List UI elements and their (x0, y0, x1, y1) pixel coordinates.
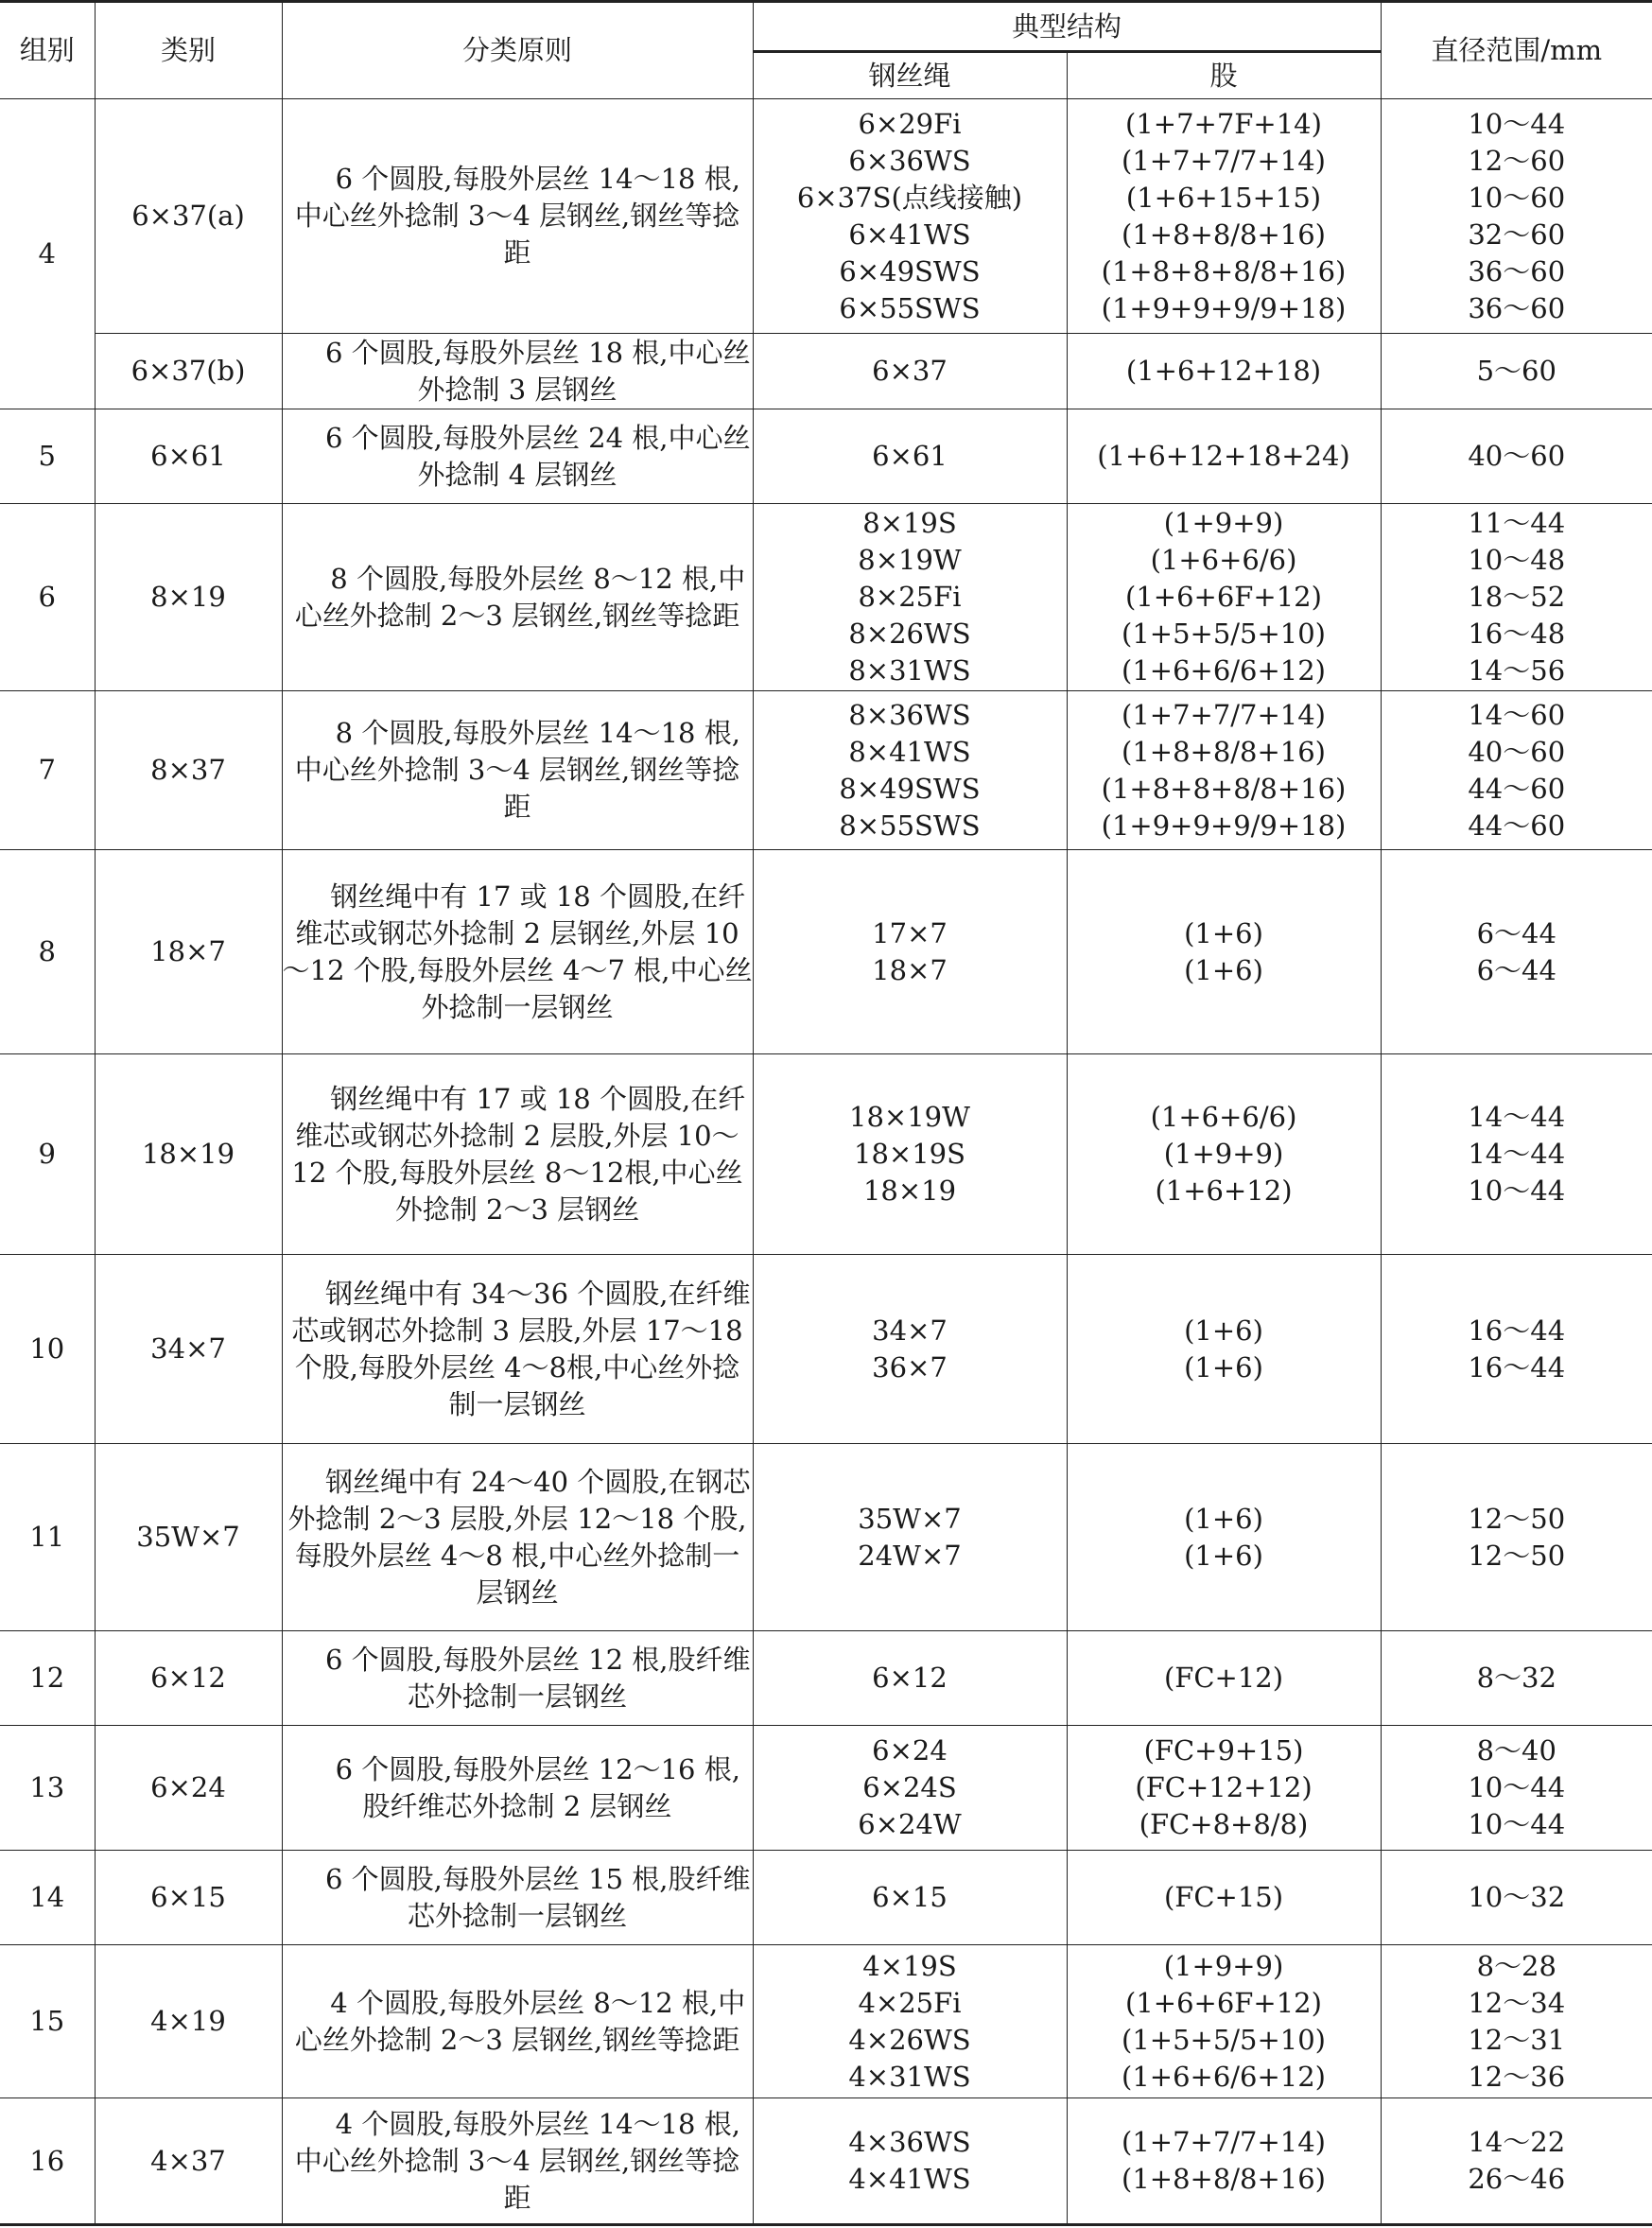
header-group: 组别 (0, 2, 95, 99)
strand-structure-cell-line: (1+6) (1184, 1502, 1263, 1535)
principle-cell (282, 1851, 753, 1945)
diameter-range-cell-line: 14～60 (1468, 698, 1566, 731)
strand-structure-cell (1067, 2098, 1381, 2225)
rope-structure-cell (753, 1255, 1067, 1444)
category-cell: 4×19 (95, 1945, 282, 2098)
diameter-range-cell (1381, 409, 1652, 504)
principle-text: 钢丝绳中有 24～40 个圆股,在钢芯外捻制 2～3 层股,外层 12～18 个股,每股外层丝 4～8 根,中心丝外捻制一层钢丝 (287, 1465, 751, 1609)
category-cell: 6×37(a) (95, 99, 282, 334)
category-cell: 35W×7 (95, 1444, 282, 1631)
group-cell: 14 (0, 1851, 95, 1945)
group-cell: 6 (0, 504, 95, 691)
strand-structure-cell-line: (1+6+6/6) (1150, 544, 1297, 576)
strand-structure-cell-line: (1+9+9) (1163, 1949, 1284, 1982)
rope-structure-cell-line: 4×31WS (848, 2060, 971, 2093)
strand-structure-cell (1067, 409, 1381, 504)
strand-structure-cell-line: (1+7+7F+14) (1125, 107, 1322, 140)
category-cell: 8×37 (95, 691, 282, 850)
diameter-range-cell-line: 6～44 (1476, 953, 1556, 986)
diameter-range-cell-line: 11～44 (1468, 507, 1566, 539)
diameter-range-cell-line: 10～44 (1468, 1771, 1566, 1803)
group-cell: 12 (0, 1631, 95, 1726)
category-cell: 6×15 (95, 1851, 282, 1945)
strand-structure-cell-line: (FC+8+8/8) (1139, 1808, 1309, 1840)
principle-text: 6 个圆股,每股外层丝 15 根,股纤维芯外捻制一层钢丝 (325, 1862, 751, 1932)
table-row (0, 2098, 1652, 2225)
diameter-range-cell-line: 10～60 (1468, 181, 1566, 214)
table-row (0, 99, 1652, 334)
diameter-range-cell-line: 16～44 (1468, 1314, 1566, 1347)
table-row (0, 1631, 1652, 1726)
strand-structure-cell (1067, 850, 1381, 1054)
rope-structure-cell (753, 1631, 1067, 1726)
principle-cell (282, 1054, 753, 1255)
diameter-range-cell-line: 10～48 (1468, 544, 1566, 576)
rope-structure-cell-line: 18×19S (854, 1138, 965, 1170)
rope-structure-cell-line: 8×31WS (848, 654, 971, 687)
category-cell: 4×37 (95, 2098, 282, 2225)
rope-structure-cell-line: 8×41WS (848, 735, 971, 768)
principle-cell (282, 1631, 753, 1726)
strand-structure-cell-line: (1+5+5/5+10) (1122, 2023, 1326, 2056)
table-row (0, 1054, 1652, 1255)
diameter-range-cell-line: 26～46 (1468, 2163, 1566, 2195)
diameter-range-cell-line: 12～31 (1468, 2023, 1566, 2056)
diameter-range-cell (1381, 1054, 1652, 1255)
rope-structure-cell-line: 8×19W (858, 544, 962, 576)
rope-structure-cell-line: 6×36WS (848, 144, 971, 177)
group-cell: 15 (0, 1945, 95, 2098)
rope-structure-cell-line: 34×7 (872, 1314, 948, 1347)
group-cell: 13 (0, 1726, 95, 1851)
strand-structure-cell (1067, 334, 1381, 409)
group-cell: 5 (0, 409, 95, 504)
principle-cell (282, 504, 753, 691)
table-row (0, 850, 1652, 1054)
diameter-range-cell (1381, 99, 1652, 334)
rope-structure-cell-line: 6×24S (862, 1771, 957, 1803)
category-cell: 8×19 (95, 504, 282, 691)
strand-structure-cell-line: (1+8+8+8/8+16) (1101, 254, 1347, 287)
diameter-range-cell (1381, 1726, 1652, 1851)
diameter-range-cell (1381, 1851, 1652, 1945)
rope-structure-cell-line: 24W×7 (858, 1539, 962, 1572)
strand-structure-cell-line: (1+6+15+15) (1125, 181, 1322, 214)
strand-structure-cell-line: (1+6+12+18+24) (1097, 440, 1350, 472)
category-cell: 34×7 (95, 1255, 282, 1444)
rope-structure-cell (753, 691, 1067, 850)
strand-structure-cell-line: (1+6) (1184, 1314, 1263, 1347)
diameter-range-cell-line: 8～28 (1476, 1949, 1556, 1982)
rope-structure-cell (753, 2098, 1067, 2225)
header-strand: 股 (1067, 52, 1381, 99)
principle-cell (282, 1255, 753, 1444)
strand-structure-cell-line: (1+6) (1184, 953, 1263, 986)
diameter-range-cell-line: 10～44 (1468, 1808, 1566, 1840)
strand-structure-cell-line: (FC+15) (1163, 1881, 1284, 1913)
diameter-range-cell-line: 32～60 (1468, 218, 1566, 251)
principle-text: 6 个圆股,每股外层丝 18 根,中心丝外捻制 3 层钢丝 (325, 336, 751, 406)
rope-structure-cell-line: 18×7 (872, 953, 948, 986)
principle-text: 钢丝绳中有 34～36 个圆股,在纤维芯或钢芯外捻制 3 层股,外层 17～18 个股,每股外层丝 4～8根,中心丝外捻制一层钢丝 (291, 1277, 751, 1420)
strand-structure-cell (1067, 504, 1381, 691)
strand-structure-cell-line: (1+6+6/6+12) (1122, 2060, 1326, 2093)
rope-structure-cell (753, 99, 1067, 334)
principle-cell (282, 850, 753, 1054)
rope-structure-cell-line: 4×25Fi (858, 1986, 962, 2019)
table-row (0, 691, 1652, 850)
diameter-range-cell (1381, 2098, 1652, 2225)
principle-text: 4 个圆股,每股外层丝 8～12 根,中心丝外捻制 2～3 层钢丝,钢丝等捻距 (294, 1986, 746, 2056)
rope-structure-cell-line: 36×7 (872, 1350, 948, 1384)
principle-cell (282, 99, 753, 334)
rope-structure-cell (753, 504, 1067, 691)
principle-text: 6 个圆股,每股外层丝 24 根,中心丝外捻制 4 层钢丝 (325, 421, 751, 491)
table-row (0, 1726, 1652, 1851)
principle-text: 8 个圆股,每股外层丝 8～12 根,中心丝外捻制 2～3 层钢丝,钢丝等捻距 (294, 562, 746, 632)
principle-text: 6 个圆股,每股外层丝 12 根,股纤维芯外捻制一层钢丝 (325, 1643, 751, 1713)
strand-structure-cell-line: (1+8+8/8+16) (1122, 735, 1326, 768)
strand-structure-cell-line: (FC+12+12) (1135, 1771, 1313, 1803)
rope-structure-cell-line: 6×49SWS (839, 254, 981, 287)
rope-structure-cell-line: 6×37S(点线接触) (796, 181, 1023, 214)
category-cell: 6×24 (95, 1726, 282, 1851)
rope-structure-cell-line: 8×19S (862, 507, 957, 539)
principle-text: 8 个圆股,每股外层丝 14～18 根,中心丝外捻制 3～4 层钢丝,钢丝等捻距 (294, 717, 740, 823)
strand-structure-cell-line: (1+9+9) (1163, 1138, 1284, 1170)
table-row (0, 334, 1652, 409)
strand-structure-cell (1067, 1631, 1381, 1726)
diameter-range-cell (1381, 850, 1652, 1054)
strand-structure-cell-line: (1+6+12+18) (1125, 355, 1322, 387)
principle-cell (282, 1945, 753, 2098)
strand-structure-cell-line: (1+9+9+9/9+18) (1101, 809, 1347, 842)
rope-structure-cell-line: 6×15 (872, 1881, 948, 1913)
diameter-range-cell-line: 40～60 (1468, 735, 1566, 768)
diameter-range-cell-line: 12～60 (1468, 144, 1566, 177)
strand-structure-cell-line: (1+7+7/7+14) (1122, 698, 1326, 731)
strand-structure-cell-line: (1+6+6/6+12) (1122, 654, 1326, 687)
rope-structure-cell-line: 35W×7 (858, 1502, 962, 1535)
rope-structure-cell-line: 17×7 (872, 916, 948, 949)
header-category: 类别 (95, 2, 282, 99)
strand-structure-cell-line: (FC+12) (1163, 1662, 1284, 1694)
strand-structure-cell-line: (1+6+12) (1155, 1175, 1293, 1207)
diameter-range-cell-line: 6～44 (1476, 916, 1556, 949)
category-cell: 18×7 (95, 850, 282, 1054)
rope-structure-cell-line: 6×12 (872, 1662, 948, 1694)
diameter-range-cell-line: 8～40 (1476, 1734, 1556, 1767)
diameter-range-cell-line: 16～44 (1468, 1350, 1566, 1384)
group-cell: 7 (0, 691, 95, 850)
rope-structure-cell-line: 4×41WS (848, 2163, 971, 2195)
strand-structure-cell (1067, 1054, 1381, 1255)
diameter-range-cell (1381, 691, 1652, 850)
category-cell: 18×19 (95, 1054, 282, 1255)
principle-text: 6 个圆股,每股外层丝 14～18 根,中心丝外捻制 3～4 层钢丝,钢丝等捻距 (294, 163, 740, 269)
strand-structure-cell-line: (1+7+7/7+14) (1122, 144, 1326, 177)
group-cell: 4 (0, 99, 95, 409)
rope-structure-cell-line: 18×19W (849, 1101, 970, 1133)
table-row (0, 409, 1652, 504)
rope-structure-cell-line: 6×37 (872, 355, 948, 387)
strand-structure-cell (1067, 1444, 1381, 1631)
diameter-range-cell-line: 14～44 (1468, 1138, 1566, 1170)
principle-cell (282, 691, 753, 850)
table-row (0, 1851, 1652, 1945)
principle-text: 钢丝绳中有 17 或 18 个圆股,在纤维芯或钢芯外捻制 2 层股,外层 10～12 个股,每股外层丝 8～12根,中心丝外捻制 2～3 层钢丝 (291, 1082, 746, 1226)
diameter-range-cell-line: 12～50 (1468, 1539, 1566, 1572)
rope-structure-cell-line: 8×26WS (848, 618, 971, 650)
strand-structure-cell-line: (1+6+6F+12) (1125, 581, 1322, 613)
diameter-range-cell-line: 16～48 (1468, 618, 1566, 650)
strand-structure-cell (1067, 99, 1381, 334)
rope-structure-cell-line: 8×25Fi (858, 581, 962, 613)
diameter-range-cell-line: 12～36 (1468, 2060, 1566, 2093)
rope-structure-cell-line: 8×55SWS (839, 809, 981, 842)
header-typical-structure: 典型结构 (753, 2, 1381, 52)
diameter-range-cell-line: 5～60 (1476, 355, 1556, 387)
rope-structure-cell-line: 8×49SWS (839, 772, 981, 805)
rope-structure-cell (753, 1726, 1067, 1851)
group-cell: 10 (0, 1255, 95, 1444)
diameter-range-cell (1381, 1945, 1652, 2098)
strand-structure-cell-line: (1+6) (1184, 916, 1263, 949)
principle-cell (282, 1444, 753, 1631)
principle-text: 4 个圆股,每股外层丝 14～18 根,中心丝外捻制 3～4 层钢丝,钢丝等捻距 (294, 2107, 740, 2214)
diameter-range-cell-line: 12～34 (1468, 1986, 1566, 2019)
diameter-range-cell (1381, 1255, 1652, 1444)
table-row (0, 1945, 1652, 2098)
strand-structure-cell-line: (1+6) (1184, 1350, 1263, 1384)
category-cell: 6×61 (95, 409, 282, 504)
header-principle: 分类原则 (282, 2, 753, 99)
diameter-range-cell-line: 10～32 (1468, 1881, 1566, 1913)
rope-structure-cell-line: 4×26WS (848, 2023, 971, 2056)
diameter-range-cell-line: 18～52 (1468, 581, 1566, 613)
principle-cell (282, 409, 753, 504)
strand-structure-cell-line: (1+6+6F+12) (1125, 1986, 1322, 2019)
diameter-range-cell-line: 44～60 (1468, 772, 1566, 805)
principle-cell (282, 334, 753, 409)
strand-structure-cell (1067, 1945, 1381, 2098)
diameter-range-cell-line: 44～60 (1468, 809, 1566, 842)
principle-text: 6 个圆股,每股外层丝 12～16 根,股纤维芯外捻制 2 层钢丝 (335, 1752, 740, 1822)
strand-structure-cell-line: (1+8+8/8+16) (1122, 2163, 1326, 2195)
diameter-range-cell-line: 10～44 (1468, 1175, 1566, 1207)
diameter-range-cell-line: 36～60 (1468, 291, 1566, 324)
strand-structure-cell-line: (FC+9+15) (1143, 1734, 1304, 1767)
diameter-range-cell (1381, 1444, 1652, 1631)
strand-structure-cell (1067, 1851, 1381, 1945)
table-row (0, 504, 1652, 691)
diameter-range-cell (1381, 334, 1652, 409)
group-cell: 9 (0, 1054, 95, 1255)
principle-text: 钢丝绳中有 17 或 18 个圆股,在纤维芯或钢芯外捻制 2 层钢丝,外层 10～12 个股,每股外层丝 4～7 根,中心丝外捻制一层钢丝 (282, 879, 753, 1023)
group-cell: 16 (0, 2098, 95, 2225)
principle-cell (282, 2098, 753, 2225)
diameter-range-cell (1381, 1631, 1652, 1726)
rope-structure-cell (753, 1444, 1067, 1631)
table-body (0, 99, 1652, 2225)
diameter-range-cell-line: 14～56 (1468, 654, 1566, 687)
rope-structure-cell-line: 6×41WS (848, 218, 971, 251)
strand-structure-cell-line: (1+7+7/7+14) (1122, 2126, 1326, 2158)
strand-structure-cell-line: (1+8+8/8+16) (1122, 218, 1326, 251)
rope-structure-cell-line: 18×19 (862, 1175, 957, 1207)
diameter-range-cell-line: 12～50 (1468, 1502, 1566, 1535)
strand-structure-cell-line: (1+8+8+8/8+16) (1101, 772, 1347, 805)
rope-structure-cell-line: 4×19S (862, 1949, 957, 1982)
diameter-range-cell-line: 14～22 (1468, 2126, 1566, 2158)
strand-structure-cell (1067, 1255, 1381, 1444)
rope-structure-cell (753, 1851, 1067, 1945)
strand-structure-cell (1067, 1726, 1381, 1851)
header-diameter-range: 直径范围/mm (1381, 2, 1652, 99)
rope-structure-cell-line: 6×24W (858, 1808, 962, 1840)
strand-structure-cell-line: (1+9+9+9/9+18) (1101, 291, 1347, 324)
strand-structure-cell-line: (1+9+9) (1163, 507, 1284, 539)
diameter-range-cell-line: 10～44 (1468, 107, 1566, 140)
strand-structure-cell-line: (1+6+6/6) (1150, 1101, 1297, 1133)
principle-cell (282, 1726, 753, 1851)
diameter-range-cell (1381, 504, 1652, 691)
diameter-range-cell-line: 14～44 (1468, 1101, 1566, 1133)
group-cell: 8 (0, 850, 95, 1054)
strand-structure-cell-line: (1+5+5/5+10) (1122, 618, 1326, 650)
rope-structure-cell (753, 409, 1067, 504)
category-cell: 6×37(b) (95, 334, 282, 409)
category-cell: 6×12 (95, 1631, 282, 1726)
rope-structure-cell-line: 4×36WS (848, 2126, 971, 2158)
table-row (0, 1255, 1652, 1444)
rope-structure-cell-line: 6×24 (872, 1734, 948, 1767)
strand-structure-cell (1067, 691, 1381, 850)
strand-structure-cell-line: (1+6) (1184, 1539, 1263, 1572)
rope-structure-cell-line: 8×36WS (848, 698, 971, 731)
rope-structure-cell-line: 6×29Fi (858, 107, 962, 140)
header-rope: 钢丝绳 (753, 52, 1067, 99)
rope-structure-cell (753, 334, 1067, 409)
table-row (0, 1444, 1652, 1631)
diameter-range-cell-line: 40～60 (1468, 440, 1566, 472)
group-cell: 11 (0, 1444, 95, 1631)
rope-structure-cell (753, 1054, 1067, 1255)
diameter-range-cell-line: 8～32 (1476, 1662, 1556, 1694)
diameter-range-cell-line: 36～60 (1468, 254, 1566, 287)
rope-structure-cell-line: 6×55SWS (839, 291, 981, 324)
rope-structure-cell (753, 850, 1067, 1054)
rope-structure-cell (753, 1945, 1067, 2098)
rope-structure-cell-line: 6×61 (872, 440, 948, 472)
